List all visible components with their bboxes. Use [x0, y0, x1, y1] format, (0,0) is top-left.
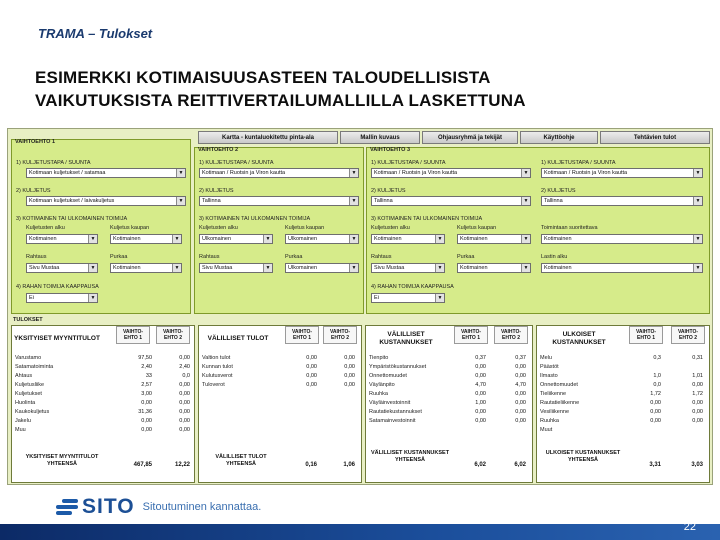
row-label: Väylänpito	[369, 382, 395, 388]
chevron-down-icon: ▼	[172, 264, 181, 272]
total-label: YKSITYISET MYYNTITULOT YHTEENSÄ	[25, 454, 99, 467]
external-costs-box	[536, 325, 710, 483]
start-value: Kotimainen	[374, 236, 402, 242]
steering-group-button[interactable]: Ohjausryhmä ja tekijät	[422, 131, 518, 144]
chevron-down-icon: ▼	[88, 264, 97, 272]
row-label: Ympäristökustannukset	[369, 364, 427, 370]
table-row	[199, 354, 363, 362]
row-value-1: 0,0	[653, 382, 661, 388]
total-value-2: 6,02	[514, 462, 526, 468]
unload-select[interactable]	[457, 263, 531, 273]
row-value-1: 3,00	[141, 391, 152, 397]
results-label: TULOKSET	[13, 317, 43, 323]
chevron-down-icon: ▼	[435, 264, 444, 272]
transport-mode-label: 1) KULJETUSTAPA / SUUNTA	[371, 160, 446, 166]
table-row	[366, 354, 534, 362]
row-value-2: 4,70	[515, 382, 526, 388]
row-value-1: 2,57	[141, 382, 152, 388]
row-label: Melu	[540, 355, 552, 361]
table-row	[12, 426, 196, 434]
chevron-down-icon: ▼	[172, 235, 181, 243]
table-row	[199, 363, 363, 371]
row-value-2: 0,31	[692, 355, 703, 361]
chevron-down-icon: ▼	[521, 197, 530, 205]
row-value-1: 1,00	[475, 400, 486, 406]
freight-label: Rahtaus	[26, 254, 47, 260]
table-row	[12, 354, 196, 362]
row-label: Tuloverot	[202, 382, 225, 388]
toiminta-value: Kotimainen	[544, 236, 572, 242]
total-label: VÄLILLISET TULOT YHTEENSÄ	[215, 454, 267, 467]
row-value-1: 31,36	[138, 409, 152, 415]
table-row	[537, 381, 711, 389]
shipment-value: Tallinna	[202, 198, 221, 204]
table-row	[366, 363, 534, 371]
unload-select[interactable]	[285, 263, 359, 273]
shipment-select-2[interactable]	[541, 196, 703, 206]
trade-label: Kuljetus kaupan	[285, 225, 325, 231]
chevron-down-icon: ▼	[176, 169, 185, 177]
row-label: Tienpito	[369, 355, 389, 361]
chevron-down-icon: ▼	[176, 197, 185, 205]
col-alt2-header: VAIHTO-EHTO 2	[323, 326, 357, 344]
trade-value: Ulkomainen	[288, 236, 318, 242]
unload-label: Purkaa	[285, 254, 303, 260]
start-label: Kuljetusten alku	[199, 225, 238, 231]
indirect-income-box	[198, 325, 362, 483]
row-value-2: 0,00	[515, 400, 526, 406]
row-value-2: 0,00	[344, 373, 355, 379]
row-value-1: 0,00	[475, 391, 486, 397]
alternative-2-panel	[194, 147, 364, 314]
chevron-down-icon: ▼	[88, 235, 97, 243]
shipment-label: 2) KULJETUS	[199, 188, 234, 194]
freight-select[interactable]	[26, 263, 98, 273]
row-label: Kulutusverot	[202, 373, 233, 379]
row-value-2: 0,00	[515, 409, 526, 415]
col-alt2-header: VAIHTO-EHTO 2	[671, 326, 705, 344]
trade-select[interactable]	[285, 234, 359, 244]
slide-title-line-1: ESIMERKKI KOTIMAISUUSASTEEN TALOUDELLISISTA	[35, 68, 491, 87]
col-alt1-header: VAIHTO-EHTO 1	[285, 326, 319, 344]
row-value-1: 1,72	[650, 391, 661, 397]
box-title: ULKOISET KUSTANNUKSET	[552, 331, 606, 346]
row-label: Kuljetukset	[15, 391, 42, 397]
row-value-2: 0,00	[179, 391, 190, 397]
row-value-1: 0,00	[141, 418, 152, 424]
table-row	[537, 372, 711, 380]
row-label: Kaukokuljetus	[15, 409, 50, 415]
row-value-2: 0,00	[692, 400, 703, 406]
table-row	[537, 417, 711, 425]
total-value-1: 467,85	[133, 462, 152, 468]
row-label: Väyläinvestoinnit	[369, 400, 411, 406]
table-row	[366, 372, 534, 380]
table-row	[366, 390, 534, 398]
row-value-1: 2,40	[141, 364, 152, 370]
table-row	[199, 381, 363, 389]
alternative-3-panel	[366, 147, 710, 314]
unload-value: Kotimainen	[113, 265, 141, 271]
transport-mode-label-2: 1) KULJETUSTAPA / SUUNTA	[541, 160, 616, 166]
table-row	[12, 399, 196, 407]
table-row	[12, 390, 196, 398]
trade-value: Kotimainen	[460, 236, 488, 242]
row-label: Päästöt	[540, 364, 559, 370]
table-row	[537, 390, 711, 398]
alternative-2-title: VAIHTOEHTO 2	[198, 147, 239, 153]
row-value-2: 0,0	[182, 373, 190, 379]
table-row	[199, 372, 363, 380]
start-value: Ulkomainen	[202, 236, 232, 242]
slide-kicker: TRAMA – Tulokset	[38, 26, 153, 41]
top-toolbar	[198, 131, 710, 144]
trade-select[interactable]	[457, 234, 531, 244]
row-value-1: 0,00	[306, 364, 317, 370]
row-label: Varustamo	[15, 355, 42, 361]
trade-label: Kuljetus kaupan	[110, 225, 150, 231]
row-label: Kuljetusliike	[15, 382, 45, 388]
unload-label: Purkaa	[457, 254, 475, 260]
col-alt1-header: VAIHTO-EHTO 1	[454, 326, 488, 344]
row-label: Ilmasto	[540, 373, 558, 379]
model-description-button[interactable]: Mallin kuvaus	[340, 131, 420, 144]
transport-mode-value: Kotimaan / Ruotsin ja Viron kautta	[202, 170, 286, 176]
table-row	[366, 408, 534, 416]
transport-mode-value: Kotimaan kuljetukset / satamaa	[29, 170, 106, 176]
row-label: Huolinta	[15, 400, 36, 406]
logo-wordmark: SITO	[82, 495, 135, 518]
row-value-2: 0,00	[179, 427, 190, 433]
row-value-2: 0,00	[515, 364, 526, 370]
freight-value: Sivu Mustaa	[374, 265, 405, 271]
row-value-1: 97,50	[138, 355, 152, 361]
row-value-1: 0,00	[475, 373, 486, 379]
indirect-costs-box	[365, 325, 533, 483]
financing-select[interactable]	[371, 293, 445, 303]
operator-section-label: 3) KOTIMAINEN TAI ULKOMAINEN TOIMIJA	[199, 216, 311, 222]
table-row	[12, 408, 196, 416]
row-value-2: 0,00	[692, 409, 703, 415]
shipment-value: Tallinna	[374, 198, 393, 204]
chevron-down-icon: ▼	[693, 169, 702, 177]
sito-logo-icon	[56, 498, 78, 516]
map-button[interactable]: Kartta - kuntaluokitettu pinta-ala	[198, 131, 338, 144]
start-select[interactable]	[371, 234, 445, 244]
load-start-select[interactable]	[541, 263, 703, 273]
chevron-down-icon: ▼	[435, 294, 444, 302]
shipment-value: Kotimaan kuljetukset / laivakuljetus	[29, 198, 115, 204]
transport-mode-value: Kotimaan / Ruotsin ja Viron kautta	[374, 170, 458, 176]
operator-section-label: 3) KOTIMAINEN TAI ULKOMAINEN TOIMIJA	[371, 216, 483, 222]
row-value-1: 0,37	[475, 355, 486, 361]
slide-title	[35, 66, 695, 112]
chevron-down-icon: ▼	[263, 235, 272, 243]
financing-label: 4) RAHAN TOIMIJA KAAPPAUSA	[371, 284, 454, 290]
alternative-1-title: VAIHTOEHTO 1	[15, 139, 56, 145]
freight-select[interactable]	[199, 263, 273, 273]
shipment-label: 2) KULJETUS	[371, 188, 406, 194]
total-value-2: 1,06	[343, 462, 355, 468]
row-label: Valtion tulot	[202, 355, 231, 361]
chevron-down-icon: ▼	[263, 264, 272, 272]
shipment-select[interactable]	[199, 196, 359, 206]
row-value-1: 0,00	[141, 400, 152, 406]
total-value-2: 3,03	[691, 462, 703, 468]
chevron-down-icon: ▼	[349, 197, 358, 205]
row-value-2: 0,00	[692, 418, 703, 424]
financing-value: Ei	[29, 295, 34, 301]
row-label: Ruuhka	[369, 391, 388, 397]
row-label: Jakelu	[15, 418, 31, 424]
shipment-select[interactable]	[371, 196, 531, 206]
freight-value: Sivu Mustaa	[202, 265, 233, 271]
total-value-2: 12,22	[174, 462, 190, 468]
start-label: Kuljetusten alku	[371, 225, 410, 231]
row-label: Satamainvestoinnit	[369, 418, 416, 424]
transport-mode-select-2[interactable]	[541, 168, 703, 178]
row-label: Onnettomuudet	[369, 373, 407, 379]
chevron-down-icon: ▼	[693, 264, 702, 272]
chevron-down-icon: ▼	[521, 235, 530, 243]
row-value-2: 0,00	[692, 382, 703, 388]
trama-app-window	[7, 128, 713, 485]
chevron-down-icon: ▼	[349, 235, 358, 243]
chevron-down-icon: ▼	[435, 235, 444, 243]
table-row	[537, 399, 711, 407]
row-value-1: 0,00	[475, 409, 486, 415]
table-row	[537, 408, 711, 416]
private-sales-income-box	[11, 325, 195, 483]
trade-select[interactable]	[110, 234, 182, 244]
chevron-down-icon: ▼	[349, 169, 358, 177]
freight-select[interactable]	[371, 263, 445, 273]
row-label: Muu	[15, 427, 26, 433]
freight-label: Rahtaus	[371, 254, 392, 260]
box-title: YKSITYISET MYYNTITULOT	[14, 335, 100, 342]
chevron-down-icon: ▼	[521, 169, 530, 177]
transport-mode-label: 1) KULJETUSTAPA / SUUNTA	[199, 160, 274, 166]
row-label: Rautatiekustannukset	[369, 409, 422, 415]
trade-label: Kuljetus kaupan	[457, 225, 497, 231]
col-alt1-header: VAIHTO-EHTO 1	[116, 326, 150, 344]
start-label: Kuljetusten alku	[26, 225, 65, 231]
row-label: Rautatieliikenne	[540, 400, 580, 406]
slide-title-line-2: VAIKUTUKSISTA REITTIVERTAILUMALLILLA LASKETTUNA	[35, 91, 526, 110]
shipment-label-2: 2) KULJETUS	[541, 188, 576, 194]
unload-select[interactable]	[110, 263, 182, 273]
row-value-1: 0,3	[653, 355, 661, 361]
total-value-1: 3,31	[649, 462, 661, 468]
unload-value: Kotimainen	[460, 265, 488, 271]
col-alt1-header: VAIHTO-EHTO 1	[629, 326, 663, 344]
table-row	[366, 381, 534, 389]
row-value-1: 0,00	[650, 400, 661, 406]
row-value-2: 0,00	[515, 391, 526, 397]
row-value-2: 0,37	[515, 355, 526, 361]
row-value-2: 0,00	[179, 400, 190, 406]
row-value-1: 0,00	[306, 355, 317, 361]
toiminta-select[interactable]	[541, 234, 703, 244]
chevron-down-icon: ▼	[349, 264, 358, 272]
col-alt2-header: VAIHTO-EHTO 2	[156, 326, 190, 344]
row-value-2: 0,00	[179, 409, 190, 415]
transport-mode-select[interactable]	[199, 168, 359, 178]
chevron-down-icon: ▼	[693, 235, 702, 243]
row-label: Satamatoiminta	[15, 364, 54, 370]
freight-value: Sivu Mustaa	[29, 265, 60, 271]
shipment-value-2: Tallinna	[544, 198, 563, 204]
row-label: Kunnan tulot	[202, 364, 233, 370]
operator-section-label: 3) KOTIMAINEN TAI ULKOMAINEN TOIMIJA	[16, 216, 128, 222]
logo-tagline: Sitoutuminen kannattaa.	[142, 501, 262, 513]
page-number: 22	[683, 521, 696, 533]
unload-value: Ulkomainen	[288, 265, 318, 271]
row-value-2: 1,01	[692, 373, 703, 379]
trade-value: Kotimainen	[113, 236, 141, 242]
table-row	[366, 399, 534, 407]
row-value-2: 0,00	[179, 355, 190, 361]
table-row	[12, 372, 196, 380]
row-value-2: 0,00	[179, 382, 190, 388]
row-label: Muut	[540, 427, 553, 433]
row-value-1: 0,00	[650, 418, 661, 424]
row-value-1: 0,00	[475, 418, 486, 424]
row-value-2: 1,72	[692, 391, 703, 397]
transport-mode-value-2: Kotimaan / Ruotsin ja Viron kautta	[544, 170, 628, 176]
sito-logo	[56, 495, 261, 519]
row-value-1: 4,70	[475, 382, 486, 388]
row-value-1: 1,0	[653, 373, 661, 379]
box-title: VÄLILLISET TULOT	[207, 335, 269, 342]
chevron-down-icon: ▼	[88, 294, 97, 302]
row-value-1: 0,00	[141, 427, 152, 433]
table-row	[366, 417, 534, 425]
row-value-1: 0,00	[306, 373, 317, 379]
total-label: ULKOISET KUSTANNUKSET YHTEENSÄ	[545, 450, 621, 463]
row-value-1: 0,00	[475, 364, 486, 370]
table-row	[12, 417, 196, 425]
start-select[interactable]	[26, 234, 98, 244]
start-select[interactable]	[199, 234, 273, 244]
financing-value: Ei	[374, 295, 379, 301]
row-value-2: 0,00	[179, 418, 190, 424]
load-start-label: Lastin alku	[541, 254, 568, 260]
financing-select[interactable]	[26, 293, 98, 303]
row-value-2: 2,40	[179, 364, 190, 370]
transport-mode-label: 1) KULJETUSTAPA / SUUNTA	[16, 160, 91, 166]
alternative-3-title: VAIHTOEHTO 3	[370, 147, 411, 153]
transport-mode-select[interactable]	[26, 168, 186, 178]
row-value-2: 0,00	[344, 382, 355, 388]
row-value-2: 0,00	[515, 418, 526, 424]
chevron-down-icon: ▼	[521, 264, 530, 272]
row-value-2: 0,00	[515, 373, 526, 379]
row-label: Vesiliikenne	[540, 409, 570, 415]
table-row	[537, 363, 711, 371]
row-value-1: 0,00	[650, 409, 661, 415]
table-row	[537, 426, 711, 434]
table-row	[12, 363, 196, 371]
row-value-2: 0,00	[344, 364, 355, 370]
financing-label: 4) RAHAN TOIMIJA KAAPPAUSA	[16, 284, 99, 290]
row-label: Ahtaus	[15, 373, 33, 379]
toiminta-label: Toimintaan suoritettava	[541, 225, 598, 231]
chevron-down-icon: ▼	[693, 197, 702, 205]
table-row	[12, 381, 196, 389]
box-title: VÄLILLISET KUSTANNUKSET	[379, 331, 433, 346]
row-value-1: 0,00	[306, 382, 317, 388]
shipment-select[interactable]	[26, 196, 186, 206]
start-value: Kotimainen	[29, 236, 57, 242]
col-alt2-header: VAIHTO-EHTO 2	[494, 326, 528, 344]
total-value-1: 0,16	[305, 462, 317, 468]
row-value-2: 0,00	[344, 355, 355, 361]
alternative-1-panel	[11, 139, 191, 314]
unload-label: Purkaa	[110, 254, 128, 260]
transport-mode-select[interactable]	[371, 168, 531, 178]
shipment-label: 2) KULJETUS	[16, 188, 51, 194]
row-label: Tieliikenne	[540, 391, 567, 397]
footer-bar	[0, 524, 720, 540]
row-label: Ruuhka	[540, 418, 559, 424]
table-row	[537, 354, 711, 362]
total-value-1: 6,02	[474, 462, 486, 468]
row-value-1: 33	[145, 373, 152, 379]
freight-label: Rahtaus	[199, 254, 220, 260]
user-guide-button[interactable]: Käyttöohje	[520, 131, 598, 144]
task-results-button[interactable]: Tehtävien tulot	[600, 131, 710, 144]
total-label: VÄLILLISET KUSTANNUKSET YHTEENSÄ	[370, 450, 450, 463]
row-label: Onnettomuudet	[540, 382, 578, 388]
load-start-value: Kotimainen	[544, 265, 572, 271]
